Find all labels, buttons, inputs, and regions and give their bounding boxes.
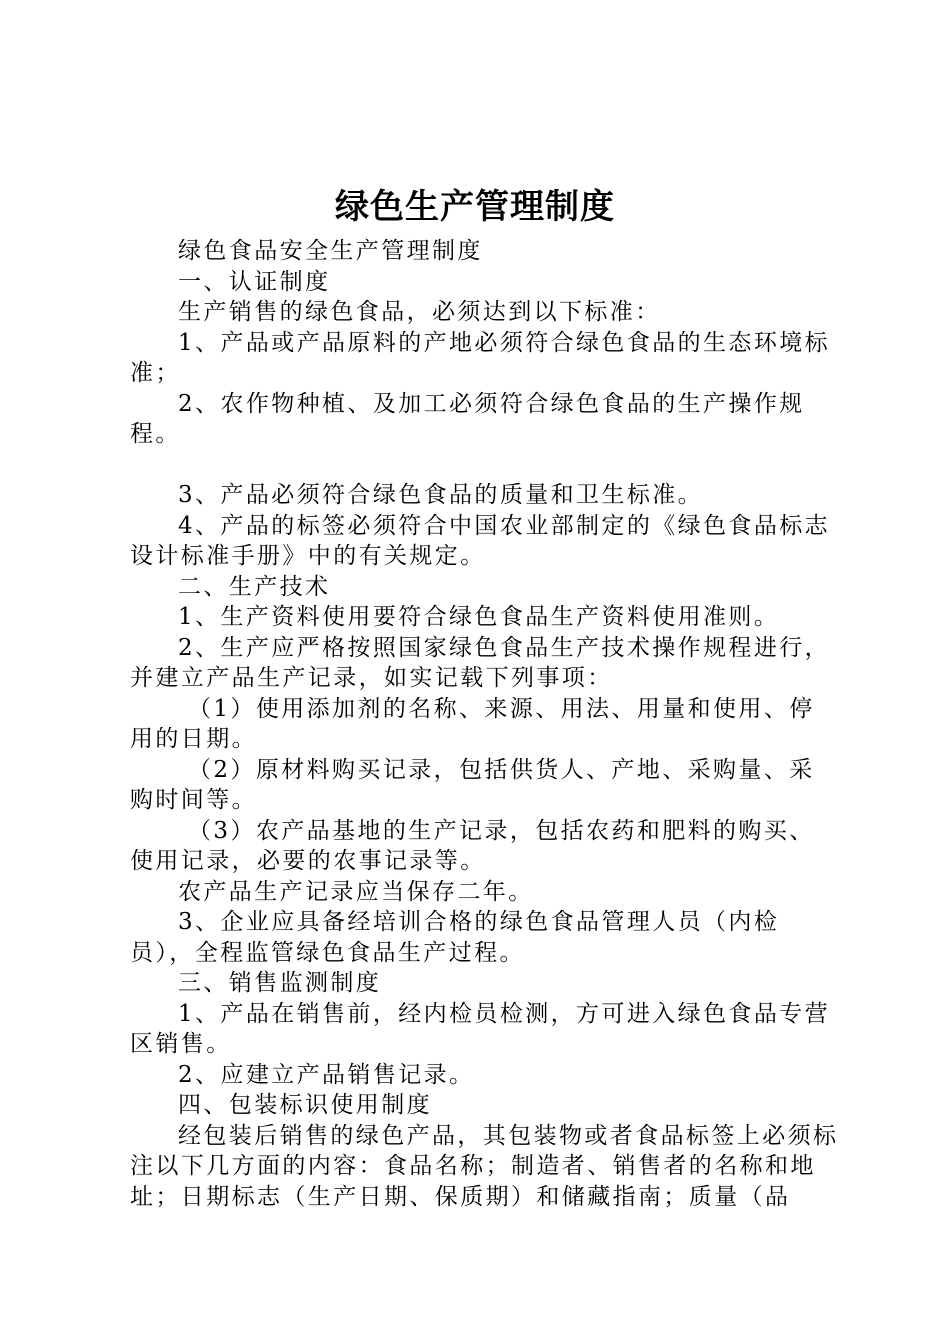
section-heading-packaging: 四、包装标识使用制度	[178, 1092, 432, 1118]
paragraph-gap	[130, 450, 840, 481]
paragraph: 农产品生产记录应当保存二年。	[178, 878, 534, 905]
sub-list-item: （3）农产品基地的生产记录，包括农药和肥料的购买、使用记录，必要的农事记录等。	[130, 817, 815, 874]
document-title: 绿色生产管理制度	[335, 187, 615, 227]
sub-list-item: （2）原材料购买记录，包括供货人、产地、采购量、采购时间等。	[130, 756, 815, 813]
list-item: 2、农作物种植、及加工必须符合绿色食品的生产操作规程。	[130, 390, 805, 447]
paragraph: 经包装后销售的绿色产品，其包装物或者食品标签上必须标注以下几方面的内容：食品名称；制造者、销售者的名称和地址；日期标志（生产日期、保质期）和储藏指南；质量（品	[130, 1122, 839, 1210]
list-item: 1、生产资料使用要符合绿色食品生产资料使用准则。	[178, 604, 780, 630]
list-item: 2、应建立产品销售记录。	[178, 1061, 475, 1088]
section-heading-certification: 一、认证制度	[178, 268, 331, 295]
paragraph: 生产销售的绿色食品，必须达到以下标准：	[178, 299, 661, 325]
list-item: 1、产品或产品原料的产地必须符合绿色食品的生态环境标准；	[130, 329, 831, 386]
list-item: 1、产品在销售前，经内检员检测，方可进入绿色食品专营区销售。	[130, 1000, 831, 1057]
section-heading-sales: 三、销售监测制度	[178, 970, 382, 996]
list-item: 2、生产应严格按照国家绿色食品生产技术操作规程进行，并建立产品生产记录，如实记载下列事项：	[130, 634, 831, 691]
list-item: 3、产品必须符合绿色食品的质量和卫生标准。	[178, 482, 704, 508]
list-item: 3、企业应具备经培训合格的绿色食品管理人员（内检员），全程监管绿色食品生产过程。	[130, 909, 780, 966]
document-body	[130, 236, 840, 1212]
paragraph-subtitle: 绿色食品安全生产管理制度	[178, 238, 483, 264]
sub-list-item: （1）使用添加剂的名称、来源、用法、用量和使用、停用的日期。	[130, 695, 815, 752]
list-item: 4、产品的标签必须符合中国农业部制定的《绿色食品标志设计标准手册》中的有关规定。	[130, 512, 831, 569]
section-heading-production: 二、生产技术	[178, 573, 331, 600]
